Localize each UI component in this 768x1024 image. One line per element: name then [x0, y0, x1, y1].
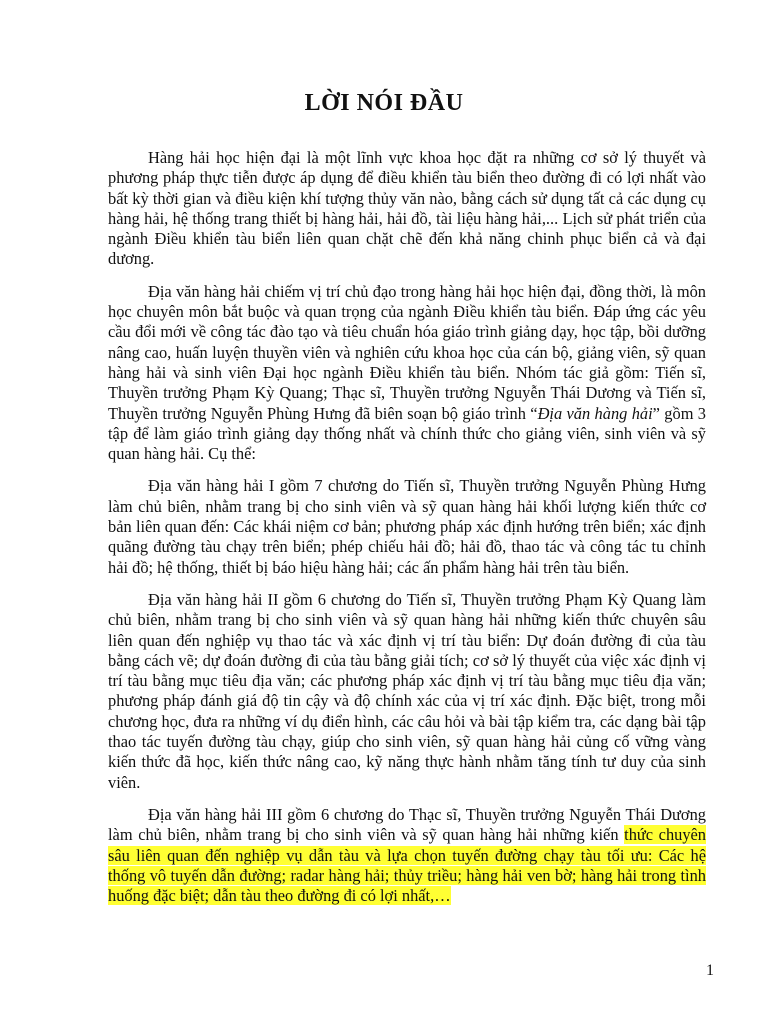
page-title: LỜI NÓI ĐẦU	[304, 90, 464, 116]
paragraph-authors-text-before: Địa văn hàng hải chiếm vị trí chủ đạo trong hàng hải học hiện đại, đồng thời, là môn học chuyên môn bắt buộc và quan trọng của ngành Điều khiển tàu biển. Đáp ứng các yêu cầu đổi mới về công tác đào tạo và tiêu chuẩn hóa giáo trình giảng dạy, học tập, bồi dưỡng nâng cao, huấn luyện thuyền viên và nghiên cứu khoa học của cán bộ, giảng viên, sỹ quan hàng hải và sinh viên Đại học ngành Điều khiển tàu biển. Nhóm tác giả gồm: Tiến sĩ, Thuyền trưởng Phạm Kỳ Quang; Thạc sĩ, Thuyền trưởng Nguyễn Thái Dương và Tiến sĩ, Thuyền trưởng Nguyễn Phùng Hưng đã biên soạn bộ giáo trình “	[108, 281, 706, 423]
paragraph-authors-text-after: ” gồm 3 tập để làm giáo trình giảng dạy thống nhất và chính thức cho giảng viên, sinh viên và sỹ quan hàng hải. Cụ thể:	[108, 403, 707, 464]
paragraph-authors	[108, 282, 706, 465]
document-body	[108, 148, 706, 906]
paragraph-intro	[108, 148, 706, 270]
page-number: 1	[706, 962, 714, 979]
paragraph-intro-text: Hàng hải học hiện đại là một lĩnh vực khoa học đặt ra những cơ sở lý thuyết và phương pháp thực tiễn được áp dụng để điều khiển tàu biển theo đường đi có lợi nhất vào bất kỳ thời gian và điều kiện khí tượng thủy văn nào, bằng cách sử dụng tất cả các dụng cụ hàng hải, hệ thống trang thiết bị hàng hải, hải đồ, tài liệu hàng hải,... Lịch sử phát triển của ngành Điều khiển tàu biển liên quan chặt chẽ đến khả năng chinh phục biển cả và đại dương.	[108, 148, 706, 269]
paragraph-volume-2-text: Địa văn hàng hải II gồm 6 chương do Tiến sĩ, Thuyền trưởng Phạm Kỳ Quang làm chủ biên, nhằm trang bị cho sinh viên và sỹ quan hàng hải những kiến thức chuyên sâu liên quan đến nghiệp vụ thao tác và xác định vị trí tàu biển: Dự đoán đường đi của tàu bằng cách vẽ; dự đoán đường đi của tàu bằng giải tích; cơ sở lý thuyết của việc xác định vị trí tàu bằng mục tiêu địa văn; các phương pháp xác định vị trí tàu bằng mục tiêu địa văn; phương pháp đánh giá độ tin cậy và độ chính xác của vị trí xác định. Đặc biệt, trong mỗi chương học, đưa ra những ví dụ điển hình, các câu hỏi và bài tập kiểm tra, các dạng bài tập thao tác tuyến đường tàu chạy, giúp cho sinh viên, sỹ quan hàng hải củng cố vững vàng kiến thức đã học, kiến thức nâng cao, kỹ năng thực hành nhằm tăng tính tư duy của sinh viên.	[108, 589, 706, 792]
highlighted-text: thức chuyên sâu liên quan đến nghiệp vụ dẫn tàu và lựa chọn tuyến đường chạy tàu tối ưu: Các hệ thống vô tuyến dẫn đường; radar hàng hải; thủy triều; hàng hải ven bờ; hàng hải trong tình huống đặc biệt; dẫn tàu theo đường đi có lợi nhất,…	[108, 825, 706, 906]
paragraph-volume-2	[108, 590, 706, 793]
paragraph-volume-3-text: Địa văn hàng hải III gồm 6 chương do Thạc sĩ, Thuyền trưởng Nguyễn Thái Dương làm chủ biên, nhằm trang bị cho sinh viên và sỹ quan hàng hải những kiến	[108, 804, 706, 845]
paragraph-volume-1	[108, 476, 706, 577]
paragraph-volume-1-text: Địa văn hàng hải I gồm 7 chương do Tiến sĩ, Thuyền trưởng Nguyễn Phùng Hưng làm chủ biên, nhằm trang bị cho sinh viên và sỹ quan hàng hải khối lượng kiến thức cơ bản liên quan đến: Các khái niệm cơ bản; phương pháp xác định hướng trên biển; xác định quãng đường tàu chạy trên biển; phép chiếu hải đồ; hải đồ, thao tác và công tác tu chỉnh hải đồ; hệ thống, thiết bị báo hiệu hàng hải; các ấn phẩm hàng hải trên tàu biển.	[108, 476, 706, 577]
paragraph-volume-3	[108, 805, 706, 906]
book-title-italic: Địa văn hàng hải	[537, 403, 653, 423]
